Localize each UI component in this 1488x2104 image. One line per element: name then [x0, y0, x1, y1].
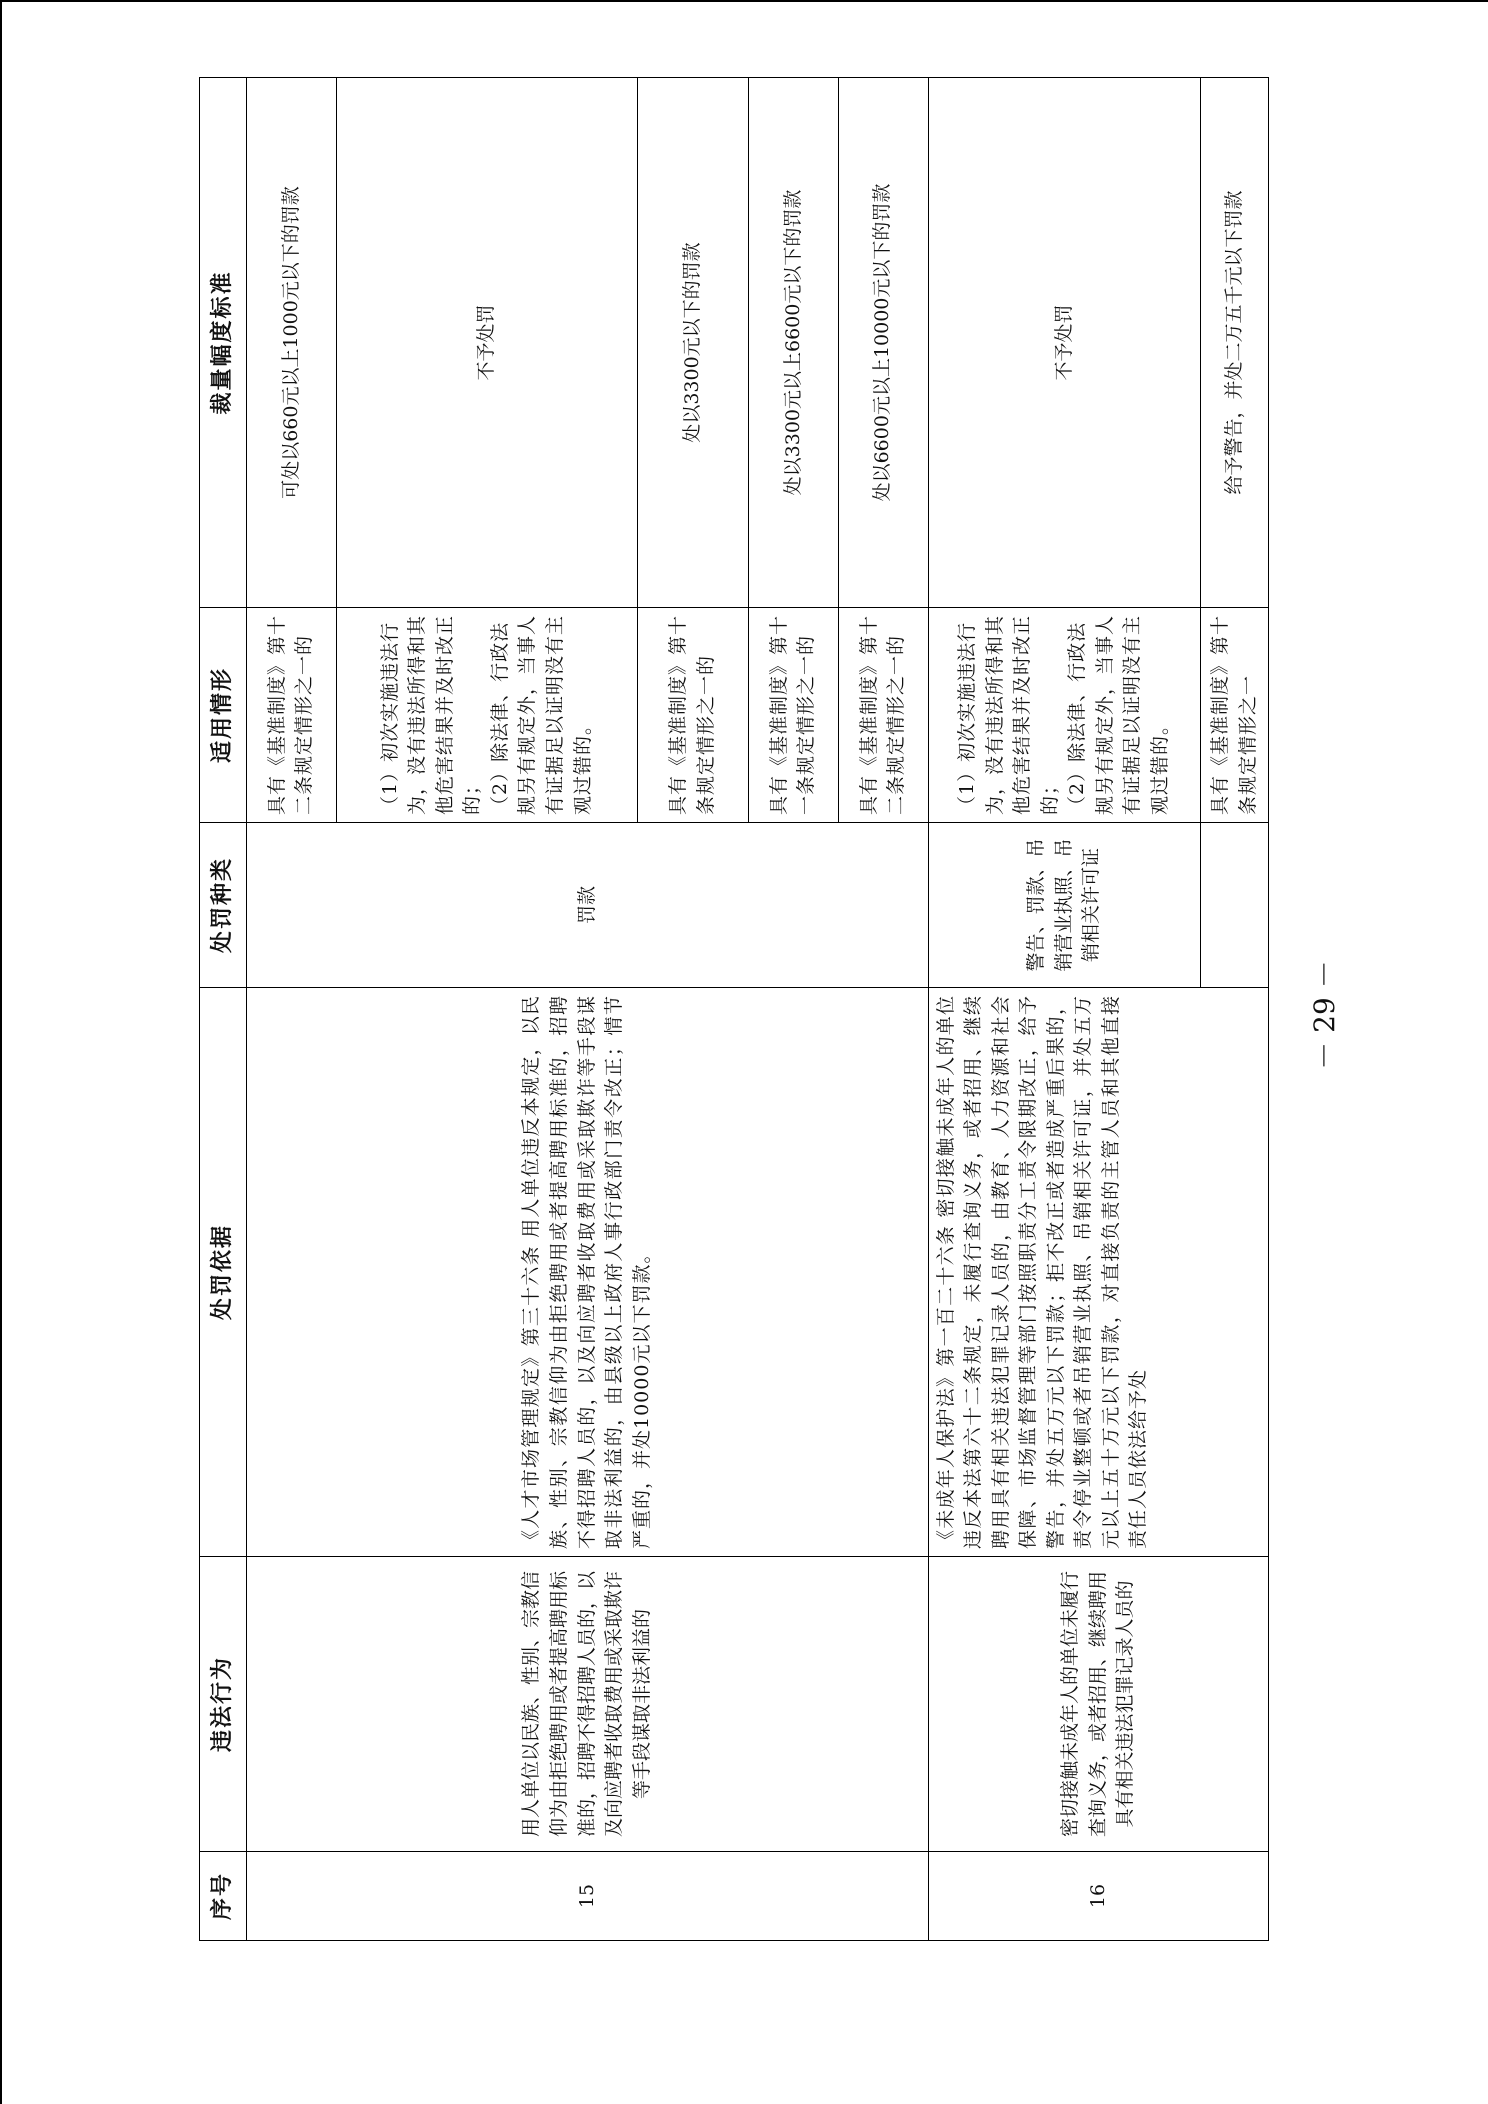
header-act: 违法行为: [200, 1557, 247, 1852]
penalty-type: 罚款: [247, 823, 929, 988]
penalty-table: [199, 77, 1269, 1941]
standard-cell: 可处以660元以上1000元以下的罚款: [247, 78, 337, 608]
standard-cell: 处以3300元以下的罚款: [637, 78, 748, 608]
header-standard: 裁量幅度标准: [200, 78, 247, 608]
page-edge-top: [0, 0, 1488, 2]
penalty-basis: 《未成年人保护法》第一百二十六条 密切接触未成年人的单位违反本法第六十二条规定，未履行查询义务，或者招用、继续聘用具有相关违法犯罪记录人员的，由教育、人力资源和社会保障、市场监督管理等部门按照职责分工责令限期改正，给予警告，并处五万元以下罚款；拒不改正或者造成严重后果的，责令停业整顿或者吊销营业执照、吊销相关许可证，并处五万元以上五十万元以下罚款，对直接负责的主管人员和其他直接责任人员依法给予处: [928, 988, 1268, 1557]
rotated-table-sheet: [199, 166, 1269, 1941]
situation-cell: 具有《基准制度》第十二条规定情形之一的: [838, 608, 928, 823]
table-row: [928, 78, 1201, 1941]
header-situation: 适用情形: [200, 608, 247, 823]
situation-cell: 具有《基准制度》第十一条规定情形之一的: [748, 608, 838, 823]
penalty-type-continued: [1201, 823, 1269, 988]
situation-cell: （1）初次实施违法行为，没有违法所得和其他危害结果并及时改正的； （2）除法律、行政法规另有规定外，当事人有证据足以证明没有主观过错的。: [928, 608, 1201, 823]
page-edge-left: [0, 0, 2, 2104]
standard-cell: 处以6600元以上10000元以下的罚款: [838, 78, 928, 608]
standard-cell: 不予处罚: [336, 78, 637, 608]
situation-cell: 具有《基准制度》第十二条规定情形之一的: [247, 608, 337, 823]
violation-act: 密切接触未成年人的单位未履行查询义务，或者招用、继续聘用具有相关违法犯罪记录人员的: [928, 1557, 1268, 1852]
situation-cell: 具有《基准制度》第十条规定情形之一的: [637, 608, 748, 823]
standard-cell: 不予处罚: [928, 78, 1201, 608]
page-number: － 29 －: [1308, 960, 1341, 1070]
penalty-basis: 《人才市场管理规定》第三十六条 用人单位违反本规定，以民族、性别、宗教信仰为由拒绝聘用或者提高聘用标准的，招聘不得招聘人员的，以及向应聘者收取费用或采取欺诈等手段谋取非法利益的，由县级以上政府人事行政部门责令改正；情节严重的，并处10000元以下罚款。: [247, 988, 929, 1557]
header-no: 序号: [200, 1852, 247, 1941]
table-header-row: [200, 78, 247, 1941]
row-number: 15: [247, 1852, 929, 1941]
table-row: [247, 78, 337, 1941]
penalty-type: 警告、罚款、吊销营业执照、吊销相关许可证: [928, 823, 1201, 988]
row-number: 16: [928, 1852, 1268, 1941]
standard-cell: 处以3300元以上6600元以下的罚款: [748, 78, 838, 608]
header-basis: 处罚依据: [200, 988, 247, 1557]
header-type: 处罚种类: [200, 823, 247, 988]
violation-act: 用人单位以民族、性别、宗教信仰为由拒绝聘用或者提高聘用标准的，招聘不得招聘人员的，以及向应聘者收取费用或采取欺诈等手段谋取非法利益的: [247, 1557, 929, 1852]
situation-cell: 具有《基准制度》第十条规定情形之一: [1201, 608, 1269, 823]
situation-cell: （1）初次实施违法行为，没有违法所得和其他危害结果并及时改正的； （2）除法律、行政法规另有规定外，当事人有证据足以证明没有主观过错的。: [336, 608, 637, 823]
standard-cell: 给予警告，并处二万五千元以下罚款: [1201, 78, 1269, 608]
